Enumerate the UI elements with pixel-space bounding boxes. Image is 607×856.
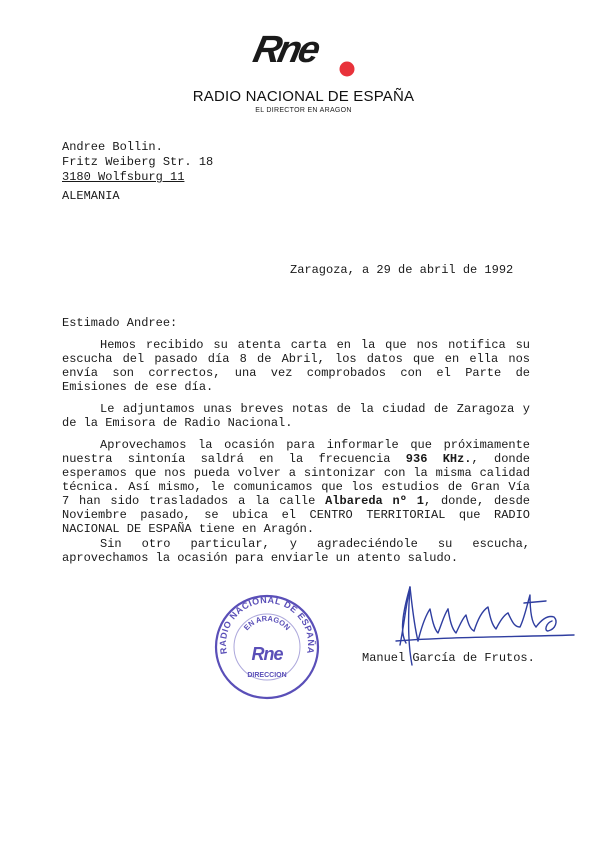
signer-name: Manuel García de Frutos. — [362, 651, 535, 665]
p3-text-e: , donde, desde Noviembre pasado, se ubica el CENTRO TERRITORIAL que RADIO NACIONAL DE ESPAÑA tiene en Aragón. — [62, 494, 530, 536]
org-subtitle: EL DIRECTOR EN ARAGON — [255, 107, 352, 114]
stamp-ring-text: RADIO NACIONAL DE ESPAÑA — [217, 594, 317, 655]
recipient-name: Andree Bollin. — [62, 140, 163, 154]
p3-text-a: Aprovechamos la ocasión para informarle que próximamente nuestra sintonía saldrá en la frecuencia — [62, 438, 530, 466]
paragraph-4: Sin otro particular, y agradeciéndole su escucha, aprovechamos la ocasión para enviarle un atento saludo. — [62, 537, 530, 565]
paragraph-3 — [62, 438, 530, 536]
recipient-street: Fritz Weiberg Str. 18 — [62, 155, 214, 169]
letter-date: Zaragoza, a 29 de abril de 1992 — [290, 263, 514, 277]
org-name: RADIO NACIONAL DE ESPAÑA — [192, 88, 415, 105]
logo-red-dot — [340, 62, 355, 77]
stamp-logo: Rne — [251, 644, 283, 664]
svg-text:EN ARAGON — [242, 614, 292, 632]
logo-text: Rne — [249, 28, 322, 71]
p3-frequency: 936 KHz. — [405, 452, 472, 466]
rne-logo — [249, 22, 362, 80]
paragraph-2: Le adjuntamos unas breves notas de la ciudad de Zaragoza y de la Emisora de Radio Nacional. — [62, 402, 530, 430]
p3-street: Albareda nº 1 — [325, 494, 424, 508]
recipient-city: 3180 Wolfsburg 11 — [62, 170, 185, 184]
greeting: Estimado Andree: — [62, 316, 178, 330]
p3-text-c: , donde esperamos que nos pueda volver a sintonizar con la misma calidad técnica. Así mismo, le comunicamos que los estudios de Gran Vía 7 han sido trasladados a la calle — [62, 452, 530, 508]
recipient-country: ALEMANIA — [62, 189, 120, 203]
official-stamp — [213, 593, 321, 701]
recipient-address — [62, 140, 213, 185]
paragraph-1: Hemos recibido su atenta carta en la que nos notifica su escucha del pasado día 8 de Abril, los datos que en ella nos envía son correctos, una vez comprobados con el Parte de Emisiones de ese día. — [62, 338, 530, 394]
stamp-label: DIRECCION — [247, 672, 287, 679]
stamp-inner-text: EN ARAGON — [241, 613, 293, 633]
